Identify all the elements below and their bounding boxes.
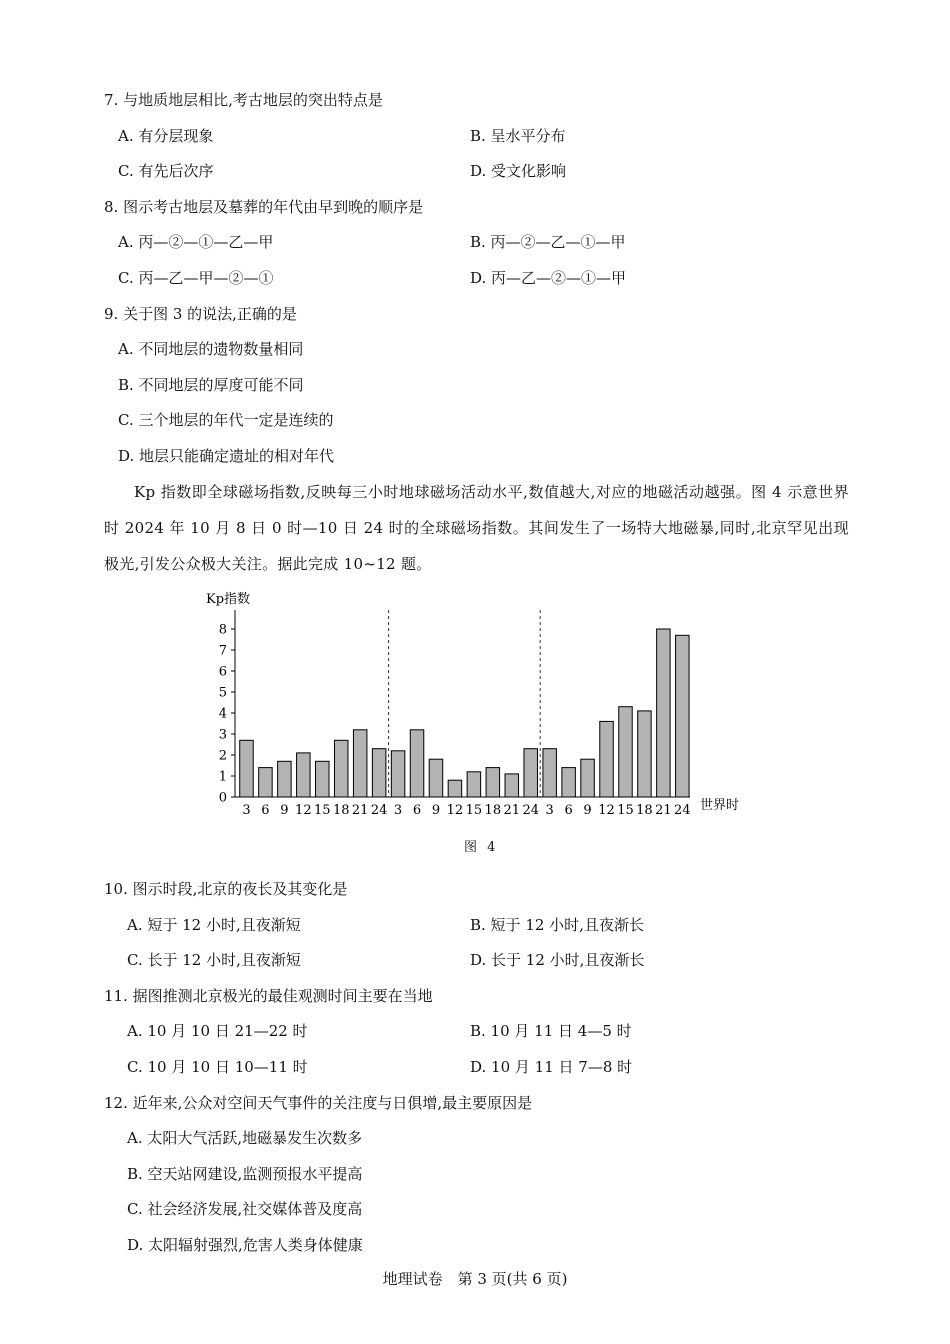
kp-bar [600, 721, 614, 797]
kp-bar [543, 749, 557, 797]
y-tick-label: 6 [218, 664, 227, 680]
kp-bar [297, 753, 311, 797]
question-8-option-b: B. 丙—②—乙—①—甲 [470, 233, 626, 251]
y-tick-label: 2 [218, 748, 227, 764]
x-tick-label: 12 [295, 803, 312, 818]
kp-bar [391, 751, 405, 797]
question-8-option-c: C. 丙—乙—甲—②—① [118, 269, 274, 287]
reading-passage [104, 474, 849, 582]
question-11-option-b: B. 10 月 11 日 4—5 时 [470, 1022, 632, 1040]
question-12-stem: 12. 近年来,公众对空间天气事件的关注度与日俱增,最主要原因是 [104, 1094, 533, 1112]
question-11-option-a: A. 10 月 10 日 21—22 时 [127, 1022, 308, 1040]
kp-bar [505, 774, 519, 797]
kp-bar [619, 707, 633, 797]
kp-bar [467, 772, 481, 797]
kp-bar [429, 759, 443, 797]
kp-bar [240, 740, 254, 797]
page-footer: 地理试卷 第 3 页(共 6 页) [382, 1270, 568, 1288]
y-tick-label: 8 [218, 622, 227, 638]
question-7-option-c: C. 有先后次序 [118, 162, 214, 180]
y-tick-label: 7 [218, 643, 227, 659]
question-10-option-a: A. 短于 12 小时,且夜渐短 [127, 916, 301, 934]
question-9-option-a: A. 不同地层的遗物数量相同 [118, 340, 304, 358]
x-tick-label: 3 [545, 803, 554, 818]
y-tick-label: 1 [218, 769, 227, 785]
x-tick-label: 21 [351, 803, 369, 818]
question-12-option-b: B. 空天站网建设,监测预报水平提高 [127, 1165, 363, 1183]
question-10-stem: 10. 图示时段,北京的夜长及其变化是 [104, 880, 348, 898]
x-tick-label: 3 [393, 803, 403, 818]
kp-bar [316, 761, 330, 797]
question-8-option-a: A. 丙—②—①—乙—甲 [118, 233, 274, 251]
question-12-option-c: C. 社会经济发展,社交媒体普及度高 [127, 1200, 363, 1218]
y-tick-label: 0 [218, 790, 227, 806]
question-9-option-b: B. 不同地层的厚度可能不同 [118, 376, 304, 394]
kp-bar [448, 780, 462, 797]
question-11-option-d: D. 10 月 11 日 7—8 时 [470, 1058, 633, 1076]
question-10-option-c: C. 长于 12 小时,且夜渐短 [127, 951, 301, 969]
x-tick-label: 12 [598, 803, 615, 818]
x-tick-label: 6 [261, 803, 270, 818]
x-tick-label: 18 [484, 803, 502, 818]
question-9-option-d: D. 地层只能确定遗址的相对年代 [118, 447, 335, 465]
x-tick-label: 21 [655, 803, 672, 818]
question-7-stem: 7. 与地质地层相比,考古地层的突出特点是 [104, 91, 383, 109]
x-tick-label: 24 [674, 803, 691, 818]
kp-bar [353, 730, 367, 797]
x-tick-label: 15 [314, 803, 331, 818]
x-tick-label: 9 [583, 803, 592, 818]
x-tick-label: 15 [617, 803, 634, 818]
y-axis-label: Kp指数 [206, 592, 251, 607]
x-tick-label: 15 [465, 803, 483, 818]
x-tick-label: 6 [412, 803, 422, 818]
kp-bar [676, 635, 690, 797]
question-10-option-d: D. 长于 12 小时,且夜渐长 [470, 951, 645, 969]
kp-bar [410, 730, 424, 797]
y-tick-label: 3 [218, 727, 227, 743]
x-tick-label: 24 [370, 803, 388, 818]
x-tick-label: 21 [503, 803, 521, 818]
kp-bar [334, 740, 348, 797]
question-7-option-a: A. 有分层现象 [118, 127, 214, 145]
question-11-stem: 11. 据图推测北京极光的最佳观测时间主要在当地 [104, 987, 433, 1005]
kp-bar [581, 759, 595, 797]
question-8-option-d: D. 丙—乙—②—①—甲 [470, 269, 627, 287]
question-9-stem: 9. 关于图 3 的说法,正确的是 [104, 305, 297, 323]
kp-bar [372, 749, 386, 797]
question-9-option-c: C. 三个地层的年代一定是连续的 [118, 411, 334, 429]
kp-bar [562, 768, 576, 797]
y-tick-label: 4 [218, 706, 227, 722]
x-tick-label: 18 [636, 803, 653, 818]
figure-caption: 图 4 [464, 840, 499, 855]
kp-bar [259, 768, 273, 797]
kp-bar [657, 629, 671, 797]
x-axis-label: 世界时 [700, 798, 740, 813]
kp-bar [278, 761, 292, 797]
kp-index-bar-chart [190, 585, 760, 820]
x-tick-label: 6 [564, 803, 573, 818]
question-12-option-d: D. 太阳辐射强烈,危害人类身体健康 [127, 1236, 363, 1254]
question-11-option-c: C. 10 月 10 日 10—11 时 [127, 1058, 308, 1076]
x-tick-label: 24 [522, 803, 539, 818]
kp-bar [524, 749, 538, 797]
x-tick-label: 18 [332, 803, 350, 818]
question-10-option-b: B. 短于 12 小时,且夜渐长 [470, 916, 644, 934]
question-8-stem: 8. 图示考古地层及墓葬的年代由早到晚的顺序是 [104, 198, 424, 216]
question-12-option-a: A. 太阳大气活跃,地磁暴发生次数多 [127, 1129, 363, 1147]
x-tick-label: 3 [242, 803, 251, 818]
y-tick-label: 5 [218, 685, 227, 701]
passage-text: Kp 指数即全球磁场指数,反映每三小时地球磁场活动水平,数值越大,对应的地磁活动越强。图 4 示意世界时 2024 年 10 月 8 日 0 时—10 日 24 时的全球磁场指数。其间发生了一场特大地磁暴,同时,北京罕见出现极光,引发公众极大关注。据此完成 10~12 题。 [104, 483, 849, 573]
question-7-option-d: D. 受文化影响 [470, 162, 567, 180]
kp-bar [486, 768, 500, 797]
kp-bar [638, 711, 652, 797]
x-tick-label: 9 [280, 803, 289, 818]
x-tick-label: 12 [446, 803, 464, 818]
question-7-option-b: B. 呈水平分布 [470, 127, 566, 145]
x-tick-label: 9 [431, 803, 441, 818]
